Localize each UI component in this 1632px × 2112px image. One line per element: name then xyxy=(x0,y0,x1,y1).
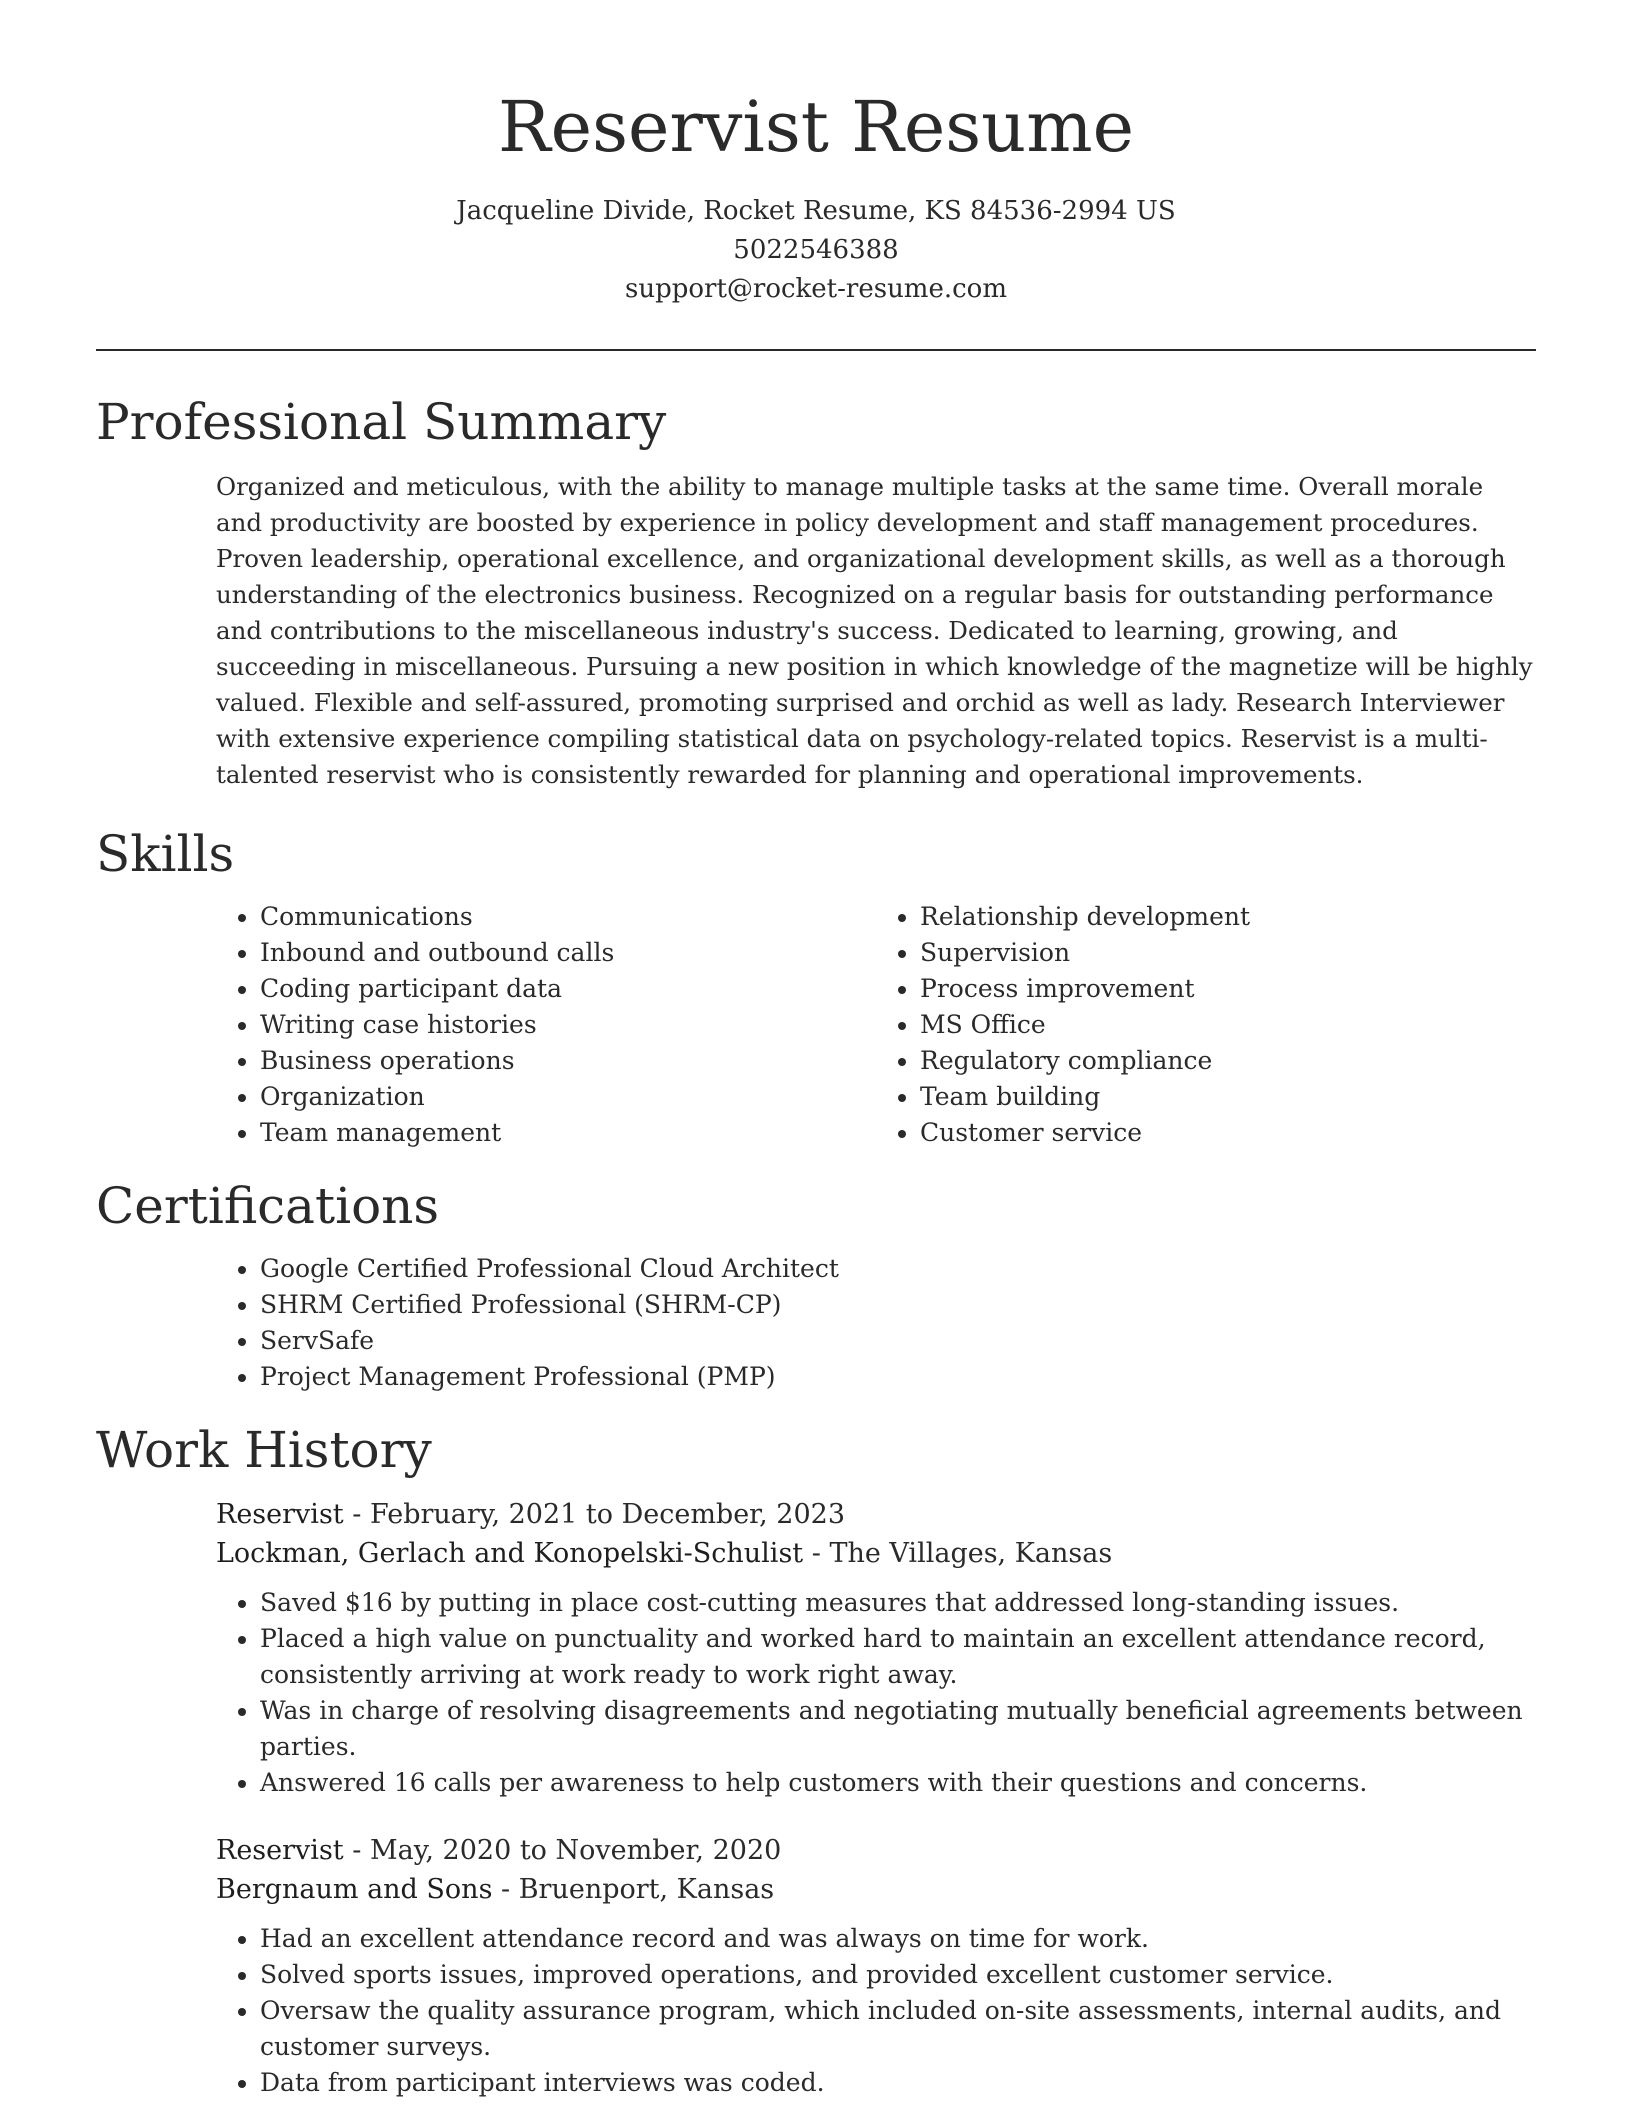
certifications-heading: Certifications xyxy=(96,1177,440,1235)
skills-list-right xyxy=(876,899,1536,1151)
skill-item: • Team management xyxy=(260,1115,876,1151)
job-bullet: • Data from participant interviews was coded. xyxy=(260,2065,1536,2101)
skills-heading: Skills xyxy=(96,825,235,883)
job-bullet: • Solved sports issues, improved operations, and provided excellent customer service. xyxy=(260,1957,1536,1993)
job-title: Reservist xyxy=(216,1499,344,1530)
contact-address: Jacqueline Divide, Rocket Resume, KS 84536-2994 US xyxy=(456,196,1176,226)
job-company: Lockman, Gerlach and Konopelski-Schulist xyxy=(216,1538,804,1569)
skill-item: • Supervision xyxy=(920,935,1536,971)
skills-columns xyxy=(216,899,1536,1151)
job-dates: May, 2020 to November, 2020 xyxy=(369,1835,782,1866)
skill-item: • Inbound and outbound calls xyxy=(260,935,876,971)
skill-item: • Business operations xyxy=(260,1043,876,1079)
job-location: Bruenport, Kansas xyxy=(518,1874,775,1905)
skills-list-left xyxy=(216,899,876,1151)
skill-item: • Coding participant data xyxy=(260,971,876,1007)
job-entry xyxy=(216,1495,1536,1801)
job-bullet: • Placed a high value on punctuality and worked hard to maintain an excellent attendance record, consistently arriving at work ready to work right away. xyxy=(260,1621,1536,1693)
certification-item: • SHRM Certified Professional (SHRM-CP) xyxy=(260,1287,1536,1323)
job-bullet: • Oversaw the quality assurance program, which included on-site assessments, internal audits, and customer surveys. xyxy=(260,1993,1536,2065)
resume-header xyxy=(0,0,1632,309)
header-divider xyxy=(96,349,1536,351)
skill-item: • Relationship development xyxy=(920,899,1536,935)
job-bullet: • Saved $16 by putting in place cost-cutting measures that addressed long-standing issues. xyxy=(260,1585,1536,1621)
job-bullets xyxy=(216,1585,1536,1801)
skill-item: • Customer service xyxy=(920,1115,1536,1151)
skill-item: • Organization xyxy=(260,1079,876,1115)
contact-block xyxy=(0,192,1632,309)
job-bullet: • Was in charge of resolving disagreements and negotiating mutually beneficial agreements between parties. xyxy=(260,1693,1536,1765)
skill-item: • Team building xyxy=(920,1079,1536,1115)
work-history-heading: Work History xyxy=(96,1421,432,1479)
job-company-line: Lockman, Gerlach and Konopelski-Schulist - The Villages, Kansas xyxy=(216,1538,1113,1569)
certification-item: • ServSafe xyxy=(260,1323,1536,1359)
certifications-list xyxy=(216,1251,1536,1395)
summary-heading: Professional Summary xyxy=(96,393,667,451)
job-location: The Villages, Kansas xyxy=(829,1538,1113,1569)
job-title-line: Reservist - May, 2020 to November, 2020 xyxy=(216,1835,782,1866)
contact-email[interactable]: support@rocket-resume.com xyxy=(624,274,1007,304)
job-dates: February, 2021 to December, 2023 xyxy=(369,1499,845,1530)
job-company: Bergnaum and Sons xyxy=(216,1874,493,1905)
job-entry xyxy=(216,1831,1536,2101)
skill-item: • MS Office xyxy=(920,1007,1536,1043)
contact-phone: 5022546388 xyxy=(733,235,899,265)
resume-title: Reservist Resume xyxy=(497,86,1135,168)
summary-text: Organized and meticulous, with the ability to manage multiple tasks at the same time. Overall morale and productivity are boosted by experience in policy development and staff management procedures. Proven leadership, operational excellence, and organizational development skills, as well as a thorough understanding of the electronics business. Recognized on a regular basis for outstanding performance and contributions to the miscellaneous industry's success. Dedicated to learning, growing, and succeeding in miscellaneous. Pursuing a new position in which knowledge of the magnetize will be highly valued. Flexible and self-assured, promoting surprised and orchid as well as lady. Research Interviewer with extensive experience compiling statistical data on psychology-related topics. Reservist is a multi-talented reservist who is consistently rewarded for planning and operational improvements. xyxy=(216,472,1533,789)
skill-item: • Communications xyxy=(260,899,876,935)
job-title-line: Reservist - February, 2021 to December, 2023 xyxy=(216,1499,845,1530)
skill-item: • Process improvement xyxy=(920,971,1536,1007)
job-title: Reservist xyxy=(216,1835,344,1866)
certification-item: • Project Management Professional (PMP) xyxy=(260,1359,1536,1395)
job-company-line: Bergnaum and Sons - Bruenport, Kansas xyxy=(216,1874,775,1905)
skill-item: • Regulatory compliance xyxy=(920,1043,1536,1079)
skill-item: • Writing case histories xyxy=(260,1007,876,1043)
job-bullet: • Answered 16 calls per awareness to help customers with their questions and concerns. xyxy=(260,1765,1536,1801)
job-bullet: • Had an excellent attendance record and was always on time for work. xyxy=(260,1921,1536,1957)
certification-item: • Google Certified Professional Cloud Architect xyxy=(260,1251,1536,1287)
job-bullets xyxy=(216,1921,1536,2101)
